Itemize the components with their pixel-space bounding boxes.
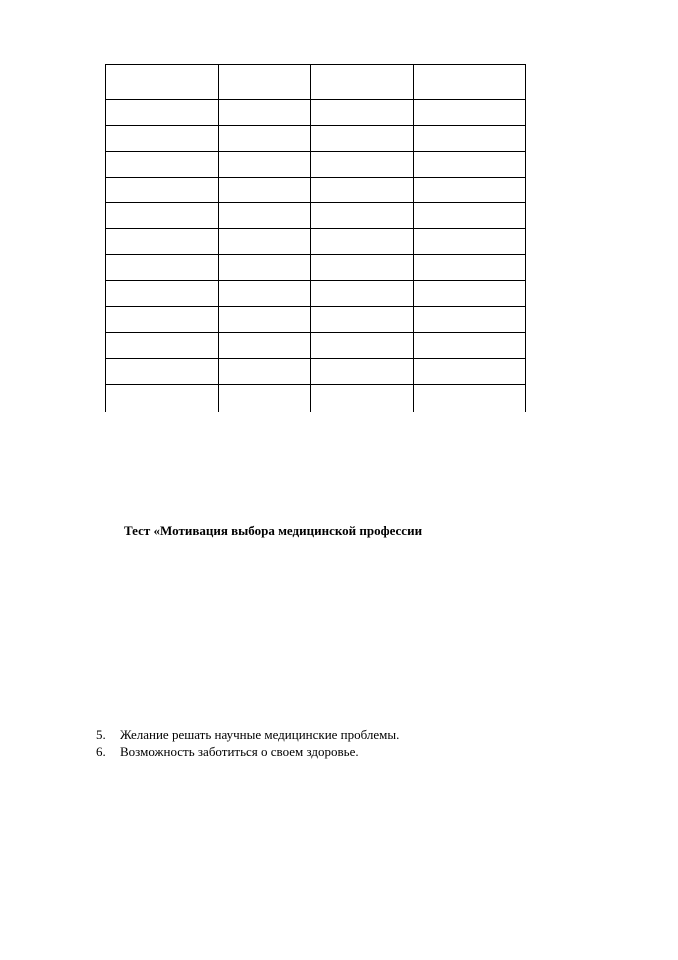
table-row-border	[105, 306, 526, 307]
table-row-border	[105, 228, 526, 229]
table-row-border	[105, 280, 526, 281]
table-row-border	[105, 332, 526, 333]
list-item-text: Возможность заботиться о своем здоровье.	[120, 744, 359, 759]
table-column-border	[413, 64, 414, 412]
table-row-border	[105, 177, 526, 178]
list-item-number: 5.	[96, 727, 106, 742]
table-column-border	[105, 64, 106, 412]
list-item	[96, 726, 399, 743]
table-row-border	[105, 125, 526, 126]
table-row-border	[105, 64, 526, 65]
list-item	[96, 743, 399, 760]
table-row-border	[105, 99, 526, 100]
table-column-border	[218, 64, 219, 412]
statement-list	[96, 726, 399, 760]
table-column-border	[310, 64, 311, 412]
table-row-border	[105, 384, 526, 385]
table-row-border	[105, 151, 526, 152]
list-item-number: 6.	[96, 744, 106, 759]
test-title: Тест «Мотивация выбора медицинской профессии	[124, 523, 423, 538]
table-column-border	[525, 64, 526, 412]
table-row-border	[105, 358, 526, 359]
table-row-border	[105, 254, 526, 255]
list-item-text: Желание решать научные медицинские проблемы.	[120, 727, 400, 742]
table-row-border	[105, 202, 526, 203]
